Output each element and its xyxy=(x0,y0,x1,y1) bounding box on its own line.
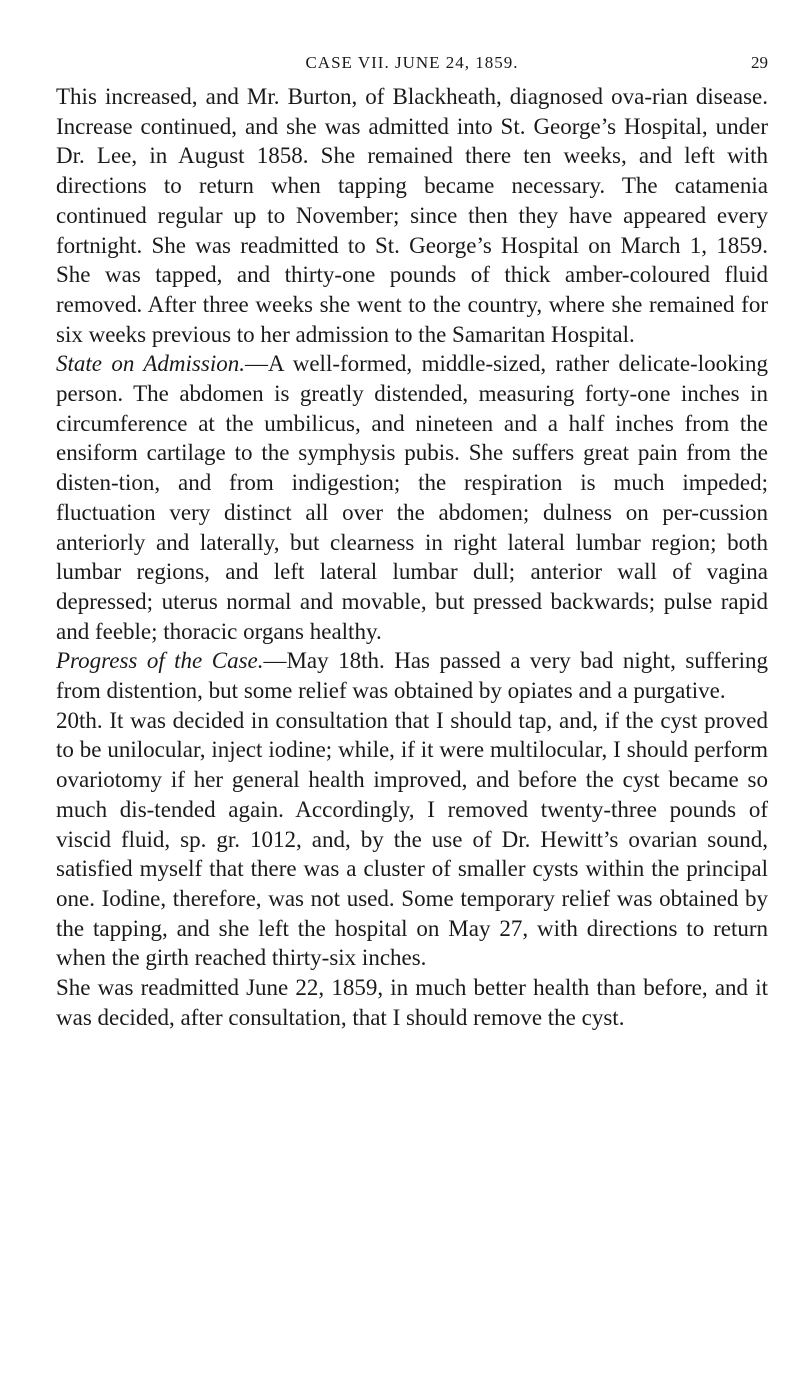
paragraph-text: 20th. It was decided in consultation that I should tap, and, if the cyst proved to be unilocular, inject iodine; while, if it were multilocular, I should perform ovariotomy if her general health improved, and before the cyst became so much dis-tended again. Accordingly, I removed twenty-three pounds of viscid fluid, sp. gr. 1012, and, by the use of Dr. Hewitt’s ovarian sound, satisfied myself that there was a cluster of smaller cysts within the principal one. Iodine, therefore, was not used. Some temporary relief was obtained by the tapping, and she left the hospital on May 27, with directions to return when the girth reached thirty-six inches. xyxy=(56,707,768,971)
running-title: CASE VII. JUNE 24, 1859. xyxy=(305,53,519,72)
paragraph-text: This increased, and Mr. Burton, of Blackheath, diagnosed ova-rian disease. Increase continued, and she was admitted into St. George’s Hospital, under Dr. Lee, in August 1858. She remained there ten weeks, and left with directions to return when tapping became necessary. The catamenia continued regular up to November; since then they have appeared every fortnight. She was readmitted to St. George’s Hospital on March 1, 1859. She was tapped, and thirty-one pounds of thick amber-coloured fluid removed. After three weeks she went to the country, where she remained for six weeks previous to her admission to the Samaritan Hospital. xyxy=(56,84,768,347)
paragraph-text: —May 18th. Has passed a very bad night, suffering from distention, but some relief was obtained by opiates and a purgative. xyxy=(56,648,768,704)
paragraph-state-on-admission xyxy=(56,349,768,646)
running-head xyxy=(56,50,768,76)
paragraph-readmitted xyxy=(56,973,768,1032)
section-heading-state-on-admission: State on Admission. xyxy=(56,351,245,377)
paragraph-progress-of-case xyxy=(56,646,768,705)
page-number: 29 xyxy=(751,53,768,72)
paragraph-20th xyxy=(56,706,768,973)
paragraph-history xyxy=(56,82,768,349)
paragraph-text: She was readmitted June 22, 1859, in much better health than before, and it was decided, after consultation, that I should remove the cyst. xyxy=(56,975,768,1030)
paragraph-text: —A well-formed, middle-sized, rather delicate-looking person. The abdomen is greatly distended, measuring forty-one inches in circumference at the umbilicus, and nineteen and a half inches from the ensiform cartilage to the symphysis pubis. She suffers great pain from the disten-tion, and from indigestion; the respiration is much impeded; fluctuation very distinct all over the abdomen; dulness on per-cussion anteriorly and laterally, but clearness in right lateral lumbar region; both lumbar regions, and left lateral lumbar dull; anterior wall of vagina depressed; uterus normal and movable, but pressed backwards; pulse rapid and feeble; thoracic organs healthy. xyxy=(56,351,768,644)
body-text xyxy=(56,82,768,1033)
section-heading-progress-of-case: Progress of the Case. xyxy=(56,648,264,674)
